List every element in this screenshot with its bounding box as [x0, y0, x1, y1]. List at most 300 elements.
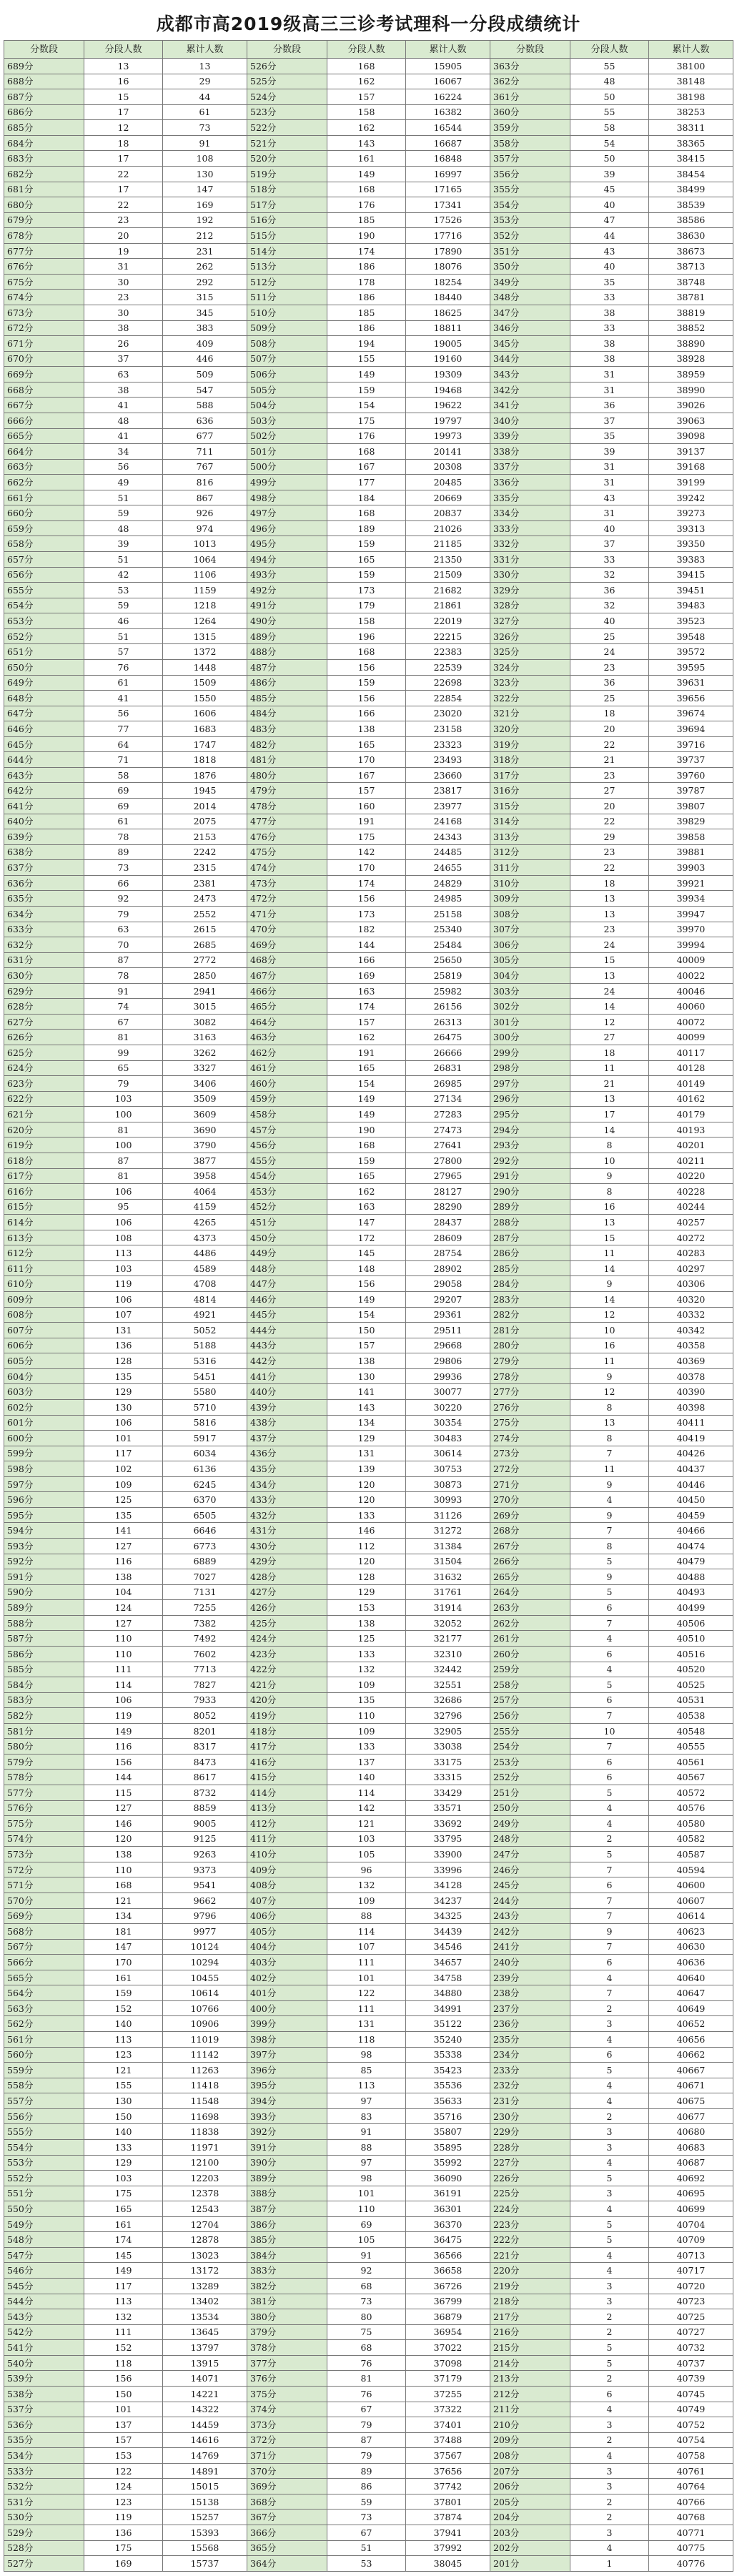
segment-count-cell: 109 [327, 1723, 406, 1739]
segment-count-cell: 174 [327, 999, 406, 1015]
cumulative-count-cell: 6370 [163, 1492, 247, 1508]
score-range-cell: 380分 [247, 2309, 327, 2325]
segment-count-cell: 4 [570, 2402, 649, 2417]
cumulative-count-cell: 29511 [406, 1323, 490, 1338]
cumulative-count-cell: 40675 [649, 2093, 733, 2109]
segment-count-cell: 130 [327, 1368, 406, 1384]
segment-count-cell: 61 [84, 675, 163, 691]
segment-count-cell: 87 [84, 952, 163, 968]
cumulative-count-cell: 39098 [649, 428, 733, 444]
score-range-cell: 381分 [247, 2294, 327, 2309]
score-range-cell: 224分 [490, 2201, 570, 2217]
score-range-cell: 656分 [4, 567, 84, 583]
cumulative-count-cell: 24829 [406, 875, 490, 891]
segment-count-cell: 157 [84, 2432, 163, 2448]
score-range-cell: 653分 [4, 613, 84, 629]
score-range-cell: 637分 [4, 860, 84, 876]
segment-count-cell: 109 [327, 1892, 406, 1908]
table-header-row [4, 41, 733, 59]
segment-count-cell: 150 [84, 2386, 163, 2402]
score-range-cell: 279分 [490, 1353, 570, 1369]
score-range-cell: 413分 [247, 1800, 327, 1816]
score-range-cell: 216分 [490, 2324, 570, 2340]
table-row [4, 1569, 733, 1585]
cumulative-count-cell: 40713 [649, 2247, 733, 2263]
score-range-cell: 492分 [247, 583, 327, 598]
segment-count-cell: 4 [570, 1631, 649, 1647]
segment-count-cell: 113 [327, 2078, 406, 2093]
segment-count-cell: 92 [327, 2263, 406, 2279]
cumulative-count-cell: 40630 [649, 1939, 733, 1955]
segment-count-cell: 168 [327, 444, 406, 460]
table-row [4, 2463, 733, 2479]
cumulative-count-cell: 169 [163, 197, 247, 213]
score-range-cell: 540分 [4, 2355, 84, 2371]
cumulative-count-cell: 27800 [406, 1153, 490, 1168]
cumulative-count-cell: 37098 [406, 2355, 490, 2371]
cumulative-count-cell: 767 [163, 459, 247, 475]
segment-count-cell: 112 [327, 1539, 406, 1554]
cumulative-count-cell: 5580 [163, 1384, 247, 1400]
segment-count-cell: 137 [327, 1754, 406, 1770]
segment-count-cell: 22 [84, 197, 163, 213]
cumulative-count-cell: 27473 [406, 1122, 490, 1138]
score-range-cell: 450分 [247, 1230, 327, 1245]
table-row [4, 1692, 733, 1708]
cumulative-count-cell: 31126 [406, 1507, 490, 1523]
segment-count-cell: 160 [327, 799, 406, 814]
segment-count-cell: 7 [570, 1739, 649, 1755]
cumulative-count-cell: 31384 [406, 1539, 490, 1554]
cumulative-count-cell: 26831 [406, 1060, 490, 1076]
score-range-cell: 687分 [4, 89, 84, 105]
score-range-cell: 613分 [4, 1230, 84, 1245]
score-range-cell: 248分 [490, 1831, 570, 1847]
score-range-cell: 335分 [490, 490, 570, 505]
segment-count-cell: 111 [327, 2000, 406, 2016]
cumulative-count-cell: 2552 [163, 906, 247, 922]
cumulative-count-cell: 39858 [649, 829, 733, 845]
cumulative-count-cell: 15257 [163, 2510, 247, 2525]
score-range-cell: 420分 [247, 1692, 327, 1708]
segment-count-cell: 114 [84, 1677, 163, 1693]
cumulative-count-cell: 40072 [649, 1014, 733, 1030]
segment-count-cell: 1 [570, 2556, 649, 2572]
table-row [4, 567, 733, 583]
segment-count-cell: 157 [327, 1014, 406, 1030]
segment-count-cell: 18 [570, 875, 649, 891]
score-range-cell: 220分 [490, 2263, 570, 2279]
cumulative-count-cell: 35240 [406, 2032, 490, 2048]
cumulative-count-cell: 25819 [406, 968, 490, 984]
segment-count-cell: 111 [84, 2324, 163, 2340]
segment-count-cell: 110 [84, 1646, 163, 1662]
score-range-cell: 238分 [490, 1985, 570, 2001]
segment-count-cell: 76 [84, 659, 163, 675]
cumulative-count-cell: 38928 [649, 351, 733, 367]
segment-count-cell: 174 [327, 243, 406, 259]
segment-count-cell: 40 [570, 613, 649, 629]
score-range-cell: 458分 [247, 1107, 327, 1122]
score-range-cell: 459分 [247, 1091, 327, 1107]
table-row [4, 1816, 733, 1832]
segment-count-cell: 17 [84, 182, 163, 197]
cumulative-count-cell: 40745 [649, 2386, 733, 2402]
cumulative-count-cell: 38748 [649, 274, 733, 290]
score-range-cell: 336分 [490, 475, 570, 490]
segment-count-cell: 6 [570, 1600, 649, 1616]
score-range-cell: 363分 [490, 59, 570, 74]
score-range-cell: 596分 [4, 1492, 84, 1508]
score-range-cell: 405分 [247, 1924, 327, 1940]
segment-count-cell: 120 [84, 1831, 163, 1847]
cumulative-count-cell: 37255 [406, 2386, 490, 2402]
cumulative-count-cell: 17716 [406, 228, 490, 244]
table-row [4, 228, 733, 244]
segment-count-cell: 121 [84, 2063, 163, 2078]
score-range-cell: 504分 [247, 398, 327, 413]
segment-count-cell: 161 [84, 2216, 163, 2232]
cumulative-count-cell: 32177 [406, 1631, 490, 1647]
score-range-cell: 521分 [247, 135, 327, 151]
score-range-cell: 428分 [247, 1569, 327, 1585]
table-row [4, 1492, 733, 1508]
cumulative-count-cell: 34325 [406, 1908, 490, 1924]
cumulative-count-cell: 33038 [406, 1739, 490, 1755]
table-row [4, 613, 733, 629]
cumulative-count-cell: 4921 [163, 1307, 247, 1323]
header-score-range: 分数段 [4, 41, 84, 59]
cumulative-count-cell: 36799 [406, 2294, 490, 2309]
score-range-cell: 275分 [490, 1415, 570, 1431]
table-row [4, 1924, 733, 1940]
score-range-cell: 646分 [4, 721, 84, 737]
score-range-cell: 245分 [490, 1877, 570, 1893]
segment-count-cell: 119 [84, 2510, 163, 2525]
score-range-cell: 623分 [4, 1076, 84, 1092]
score-range-cell: 222分 [490, 2232, 570, 2248]
segment-count-cell: 2 [570, 2510, 649, 2525]
score-range-cell: 650分 [4, 659, 84, 675]
segment-count-cell: 159 [327, 382, 406, 398]
score-range-cell: 601分 [4, 1415, 84, 1431]
cumulative-count-cell: 15015 [163, 2479, 247, 2494]
cumulative-count-cell: 10455 [163, 1970, 247, 1985]
score-range-cell: 389分 [247, 2171, 327, 2186]
score-range-cell: 366分 [247, 2525, 327, 2541]
cumulative-count-cell: 37874 [406, 2510, 490, 2525]
score-range-cell: 525分 [247, 74, 327, 89]
segment-count-cell: 41 [84, 691, 163, 706]
score-range-cell: 242分 [490, 1924, 570, 1940]
segment-count-cell: 185 [327, 305, 406, 321]
score-range-cell: 680分 [4, 197, 84, 213]
cumulative-count-cell: 40510 [649, 1631, 733, 1647]
segment-count-cell: 18 [570, 1045, 649, 1061]
score-range-cell: 587分 [4, 1631, 84, 1647]
segment-count-cell: 13 [570, 1215, 649, 1230]
table-row [4, 844, 733, 860]
segment-count-cell: 9 [570, 1507, 649, 1523]
segment-count-cell: 13 [570, 1415, 649, 1431]
score-range-cell: 580分 [4, 1739, 84, 1755]
score-range-cell: 319分 [490, 736, 570, 752]
cumulative-count-cell: 40594 [649, 1862, 733, 1877]
cumulative-count-cell: 15737 [163, 2556, 247, 2572]
segment-count-cell: 186 [327, 320, 406, 336]
segment-count-cell: 31 [570, 475, 649, 490]
score-range-cell: 289分 [490, 1199, 570, 1215]
score-range-cell: 472分 [247, 891, 327, 907]
table-row [4, 906, 733, 922]
score-range-cell: 546分 [4, 2263, 84, 2279]
cumulative-count-cell: 40060 [649, 999, 733, 1015]
segment-count-cell: 31 [570, 459, 649, 475]
score-range-cell: 258分 [490, 1677, 570, 1693]
table-row [4, 860, 733, 876]
cumulative-count-cell: 40117 [649, 1045, 733, 1061]
table-row [4, 1908, 733, 1924]
score-range-cell: 388分 [247, 2186, 327, 2201]
score-range-cell: 483分 [247, 721, 327, 737]
score-range-cell: 604分 [4, 1368, 84, 1384]
score-range-cell: 374分 [247, 2402, 327, 2417]
score-range-cell: 670分 [4, 351, 84, 367]
cumulative-count-cell: 31761 [406, 1584, 490, 1600]
score-range-cell: 452分 [247, 1199, 327, 1215]
score-range-cell: 561分 [4, 2032, 84, 2048]
score-range-cell: 669分 [4, 367, 84, 383]
score-range-cell: 557分 [4, 2093, 84, 2109]
score-range-cell: 246分 [490, 1862, 570, 1877]
score-range-cell: 401分 [247, 1985, 327, 2001]
cumulative-count-cell: 16544 [406, 120, 490, 136]
cumulative-count-cell: 3082 [163, 1014, 247, 1030]
segment-count-cell: 9 [570, 1924, 649, 1940]
cumulative-count-cell: 39548 [649, 628, 733, 644]
cumulative-count-cell: 30993 [406, 1492, 490, 1508]
score-range-cell: 361分 [490, 89, 570, 105]
cumulative-count-cell: 7713 [163, 1662, 247, 1677]
header-cumulative-count: 累计人数 [163, 41, 247, 59]
score-range-cell: 234分 [490, 2047, 570, 2063]
segment-count-cell: 7 [570, 1892, 649, 1908]
table-row [4, 74, 733, 89]
table-row [4, 1831, 733, 1847]
cumulative-count-cell: 38415 [649, 151, 733, 167]
score-range-cell: 642分 [4, 783, 84, 799]
cumulative-count-cell: 867 [163, 490, 247, 505]
score-range-cell: 595分 [4, 1507, 84, 1523]
table-row [4, 274, 733, 290]
segment-count-cell: 106 [84, 1415, 163, 1431]
cumulative-count-cell: 3327 [163, 1060, 247, 1076]
score-range-cell: 210分 [490, 2417, 570, 2433]
segment-count-cell: 124 [84, 2479, 163, 2494]
segment-count-cell: 162 [327, 1030, 406, 1045]
cumulative-count-cell: 24985 [406, 891, 490, 907]
segment-count-cell: 9 [570, 1368, 649, 1384]
segment-count-cell: 122 [84, 2463, 163, 2479]
score-range-cell: 491分 [247, 598, 327, 613]
cumulative-count-cell: 6034 [163, 1446, 247, 1461]
score-range-cell: 424分 [247, 1631, 327, 1647]
score-range-cell: 425分 [247, 1615, 327, 1631]
cumulative-count-cell: 26475 [406, 1030, 490, 1045]
score-range-cell: 547分 [4, 2247, 84, 2263]
score-range-cell: 617分 [4, 1168, 84, 1184]
cumulative-count-cell: 39242 [649, 490, 733, 505]
table-row [4, 2540, 733, 2556]
cumulative-count-cell: 4159 [163, 1199, 247, 1215]
segment-count-cell: 127 [84, 1800, 163, 1816]
segment-count-cell: 61 [84, 814, 163, 829]
score-range-cell: 461分 [247, 1060, 327, 1076]
score-range-cell: 673分 [4, 305, 84, 321]
score-range-cell: 610分 [4, 1276, 84, 1292]
segment-count-cell: 162 [327, 1184, 406, 1200]
score-range-cell: 537分 [4, 2402, 84, 2417]
score-range-cell: 615分 [4, 1199, 84, 1215]
score-range-cell: 606分 [4, 1338, 84, 1353]
segment-count-cell: 32 [570, 598, 649, 613]
cumulative-count-cell: 108 [163, 151, 247, 167]
segment-count-cell: 70 [84, 937, 163, 953]
table-row [4, 598, 733, 613]
score-range-cell: 211分 [490, 2402, 570, 2417]
score-range-cell: 482分 [247, 736, 327, 752]
segment-count-cell: 101 [84, 2402, 163, 2417]
segment-count-cell: 4 [570, 1970, 649, 1985]
table-row [4, 444, 733, 460]
segment-count-cell: 145 [84, 2247, 163, 2263]
score-range-cell: 550分 [4, 2201, 84, 2217]
cumulative-count-cell: 34657 [406, 1955, 490, 1970]
score-range-cell: 651分 [4, 644, 84, 660]
segment-count-cell: 73 [84, 860, 163, 876]
segment-count-cell: 81 [84, 1030, 163, 1045]
cumulative-count-cell: 34128 [406, 1877, 490, 1893]
score-range-cell: 333分 [490, 520, 570, 536]
cumulative-count-cell: 40099 [649, 1030, 733, 1045]
cumulative-count-cell: 40450 [649, 1492, 733, 1508]
cumulative-count-cell: 6245 [163, 1476, 247, 1492]
table-row [4, 197, 733, 213]
segment-count-cell: 131 [327, 1446, 406, 1461]
cumulative-count-cell: 9977 [163, 1924, 247, 1940]
header-cumulative-count: 累计人数 [649, 41, 733, 59]
table-row [4, 2386, 733, 2402]
cumulative-count-cell: 39947 [649, 906, 733, 922]
table-row [4, 1076, 733, 1092]
segment-count-cell: 157 [327, 783, 406, 799]
cumulative-count-cell: 39063 [649, 413, 733, 428]
segment-count-cell: 147 [327, 1215, 406, 1230]
score-range-cell: 280分 [490, 1338, 570, 1353]
score-range-cell: 451分 [247, 1215, 327, 1230]
cumulative-count-cell: 23020 [406, 706, 490, 721]
segment-count-cell: 196 [327, 628, 406, 644]
score-range-cell: 206分 [490, 2479, 570, 2494]
segment-count-cell: 16 [570, 1338, 649, 1353]
segment-count-cell: 85 [327, 2063, 406, 2078]
cumulative-count-cell: 23493 [406, 752, 490, 768]
segment-count-cell: 127 [84, 1615, 163, 1631]
score-range-cell: 305分 [490, 952, 570, 968]
cumulative-count-cell: 39595 [649, 659, 733, 675]
score-range-cell: 624分 [4, 1060, 84, 1076]
segment-count-cell: 122 [327, 1985, 406, 2001]
score-range-cell: 496分 [247, 520, 327, 536]
score-range-cell: 607分 [4, 1323, 84, 1338]
cumulative-count-cell: 23158 [406, 721, 490, 737]
table-row [4, 2155, 733, 2171]
cumulative-count-cell: 33900 [406, 1847, 490, 1862]
score-range-cell: 272分 [490, 1461, 570, 1477]
segment-count-cell: 89 [84, 844, 163, 860]
cumulative-count-cell: 38148 [649, 74, 733, 89]
score-range-cell: 545分 [4, 2279, 84, 2294]
segment-count-cell: 65 [84, 1060, 163, 1076]
segment-count-cell: 175 [327, 829, 406, 845]
score-range-cell: 372分 [247, 2432, 327, 2448]
score-range-cell: 406分 [247, 1908, 327, 1924]
score-range-cell: 569分 [4, 1908, 84, 1924]
score-range-cell: 548分 [4, 2232, 84, 2248]
header-segment-count: 分段人数 [84, 41, 163, 59]
score-range-cell: 599分 [4, 1446, 84, 1461]
score-range-cell: 352分 [490, 228, 570, 244]
cumulative-count-cell: 1683 [163, 721, 247, 737]
cumulative-count-cell: 7131 [163, 1584, 247, 1600]
segment-count-cell: 166 [327, 952, 406, 968]
score-range-cell: 558分 [4, 2078, 84, 2093]
table-row [4, 351, 733, 367]
segment-count-cell: 45 [570, 182, 649, 197]
cumulative-count-cell: 39881 [649, 844, 733, 860]
cumulative-count-cell: 40720 [649, 2279, 733, 2294]
segment-count-cell: 149 [327, 367, 406, 383]
segment-count-cell: 4 [570, 2078, 649, 2093]
score-range-cell: 487分 [247, 659, 327, 675]
cumulative-count-cell: 14459 [163, 2417, 247, 2433]
cumulative-count-cell: 11019 [163, 2032, 247, 2048]
cumulative-count-cell: 40587 [649, 1847, 733, 1862]
score-range-cell: 597分 [4, 1476, 84, 1492]
segment-count-cell: 36 [570, 583, 649, 598]
score-range-cell: 611分 [4, 1260, 84, 1276]
segment-count-cell: 9 [570, 1569, 649, 1585]
score-range-cell: 314分 [490, 814, 570, 829]
cumulative-count-cell: 23817 [406, 783, 490, 799]
cumulative-count-cell: 33996 [406, 1862, 490, 1877]
table-row [4, 290, 733, 305]
segment-count-cell: 9 [570, 1168, 649, 1184]
table-row [4, 1292, 733, 1308]
segment-count-cell: 158 [327, 613, 406, 629]
segment-count-cell: 20 [570, 721, 649, 737]
segment-count-cell: 138 [327, 1615, 406, 1631]
cumulative-count-cell: 19797 [406, 413, 490, 428]
cumulative-count-cell: 3509 [163, 1091, 247, 1107]
score-range-cell: 264分 [490, 1584, 570, 1600]
segment-count-cell: 167 [327, 459, 406, 475]
segment-count-cell: 13 [570, 1091, 649, 1107]
cumulative-count-cell: 1264 [163, 613, 247, 629]
segment-count-cell: 146 [84, 1816, 163, 1832]
score-range-cell: 294分 [490, 1122, 570, 1138]
cumulative-count-cell: 40739 [649, 2371, 733, 2387]
